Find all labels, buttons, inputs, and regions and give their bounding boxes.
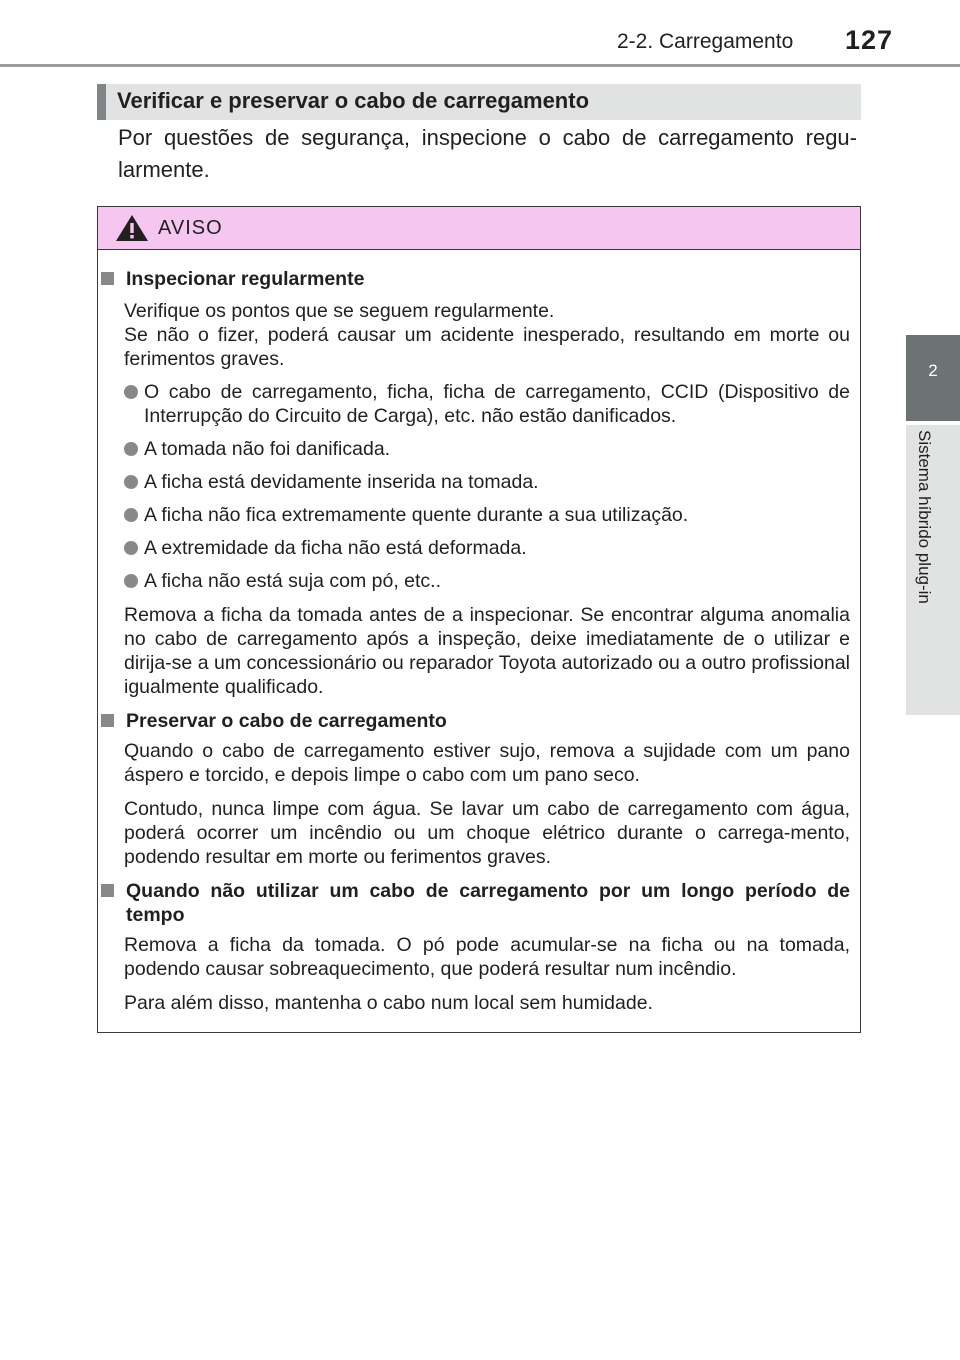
- header-divider: [0, 64, 960, 67]
- list-item: O cabo de carregamento, ficha, ficha de carregamento, CCID (Dispositivo de Interrupção do Circuito de Carga), etc. não estão danificados.: [98, 380, 850, 428]
- item-paragraph: Remova a ficha da tomada. O pó pode acumular-se na ficha ou na tomada, podendo causar sobreaquecimento, que poderá resultar num incêndio.: [124, 934, 850, 980]
- list-item: A ficha não está suja com pó, etc..: [98, 569, 850, 593]
- item-title: [98, 709, 850, 733]
- item-paragraph: Verifique os pontos que se seguem regularmente.: [124, 300, 555, 322]
- item-title-text: Inspecionar regularmente: [126, 268, 365, 290]
- item-paragraph: Contudo, nunca limpe com água. Se lavar um cabo de carregamento com água, poderá ocorrer um incêndio ou um choque elétrico durante o carrega-mento, podendo resultar em morte ou ferimentos graves.: [124, 798, 850, 868]
- chapter-label-tab: [906, 425, 960, 715]
- list-item: A extremidade da ficha não está deformada.: [98, 536, 850, 560]
- item-paragraph: Remova a ficha da tomada antes de a inspecionar. Se encontrar alguma anomalia no cabo de carregamento após a inspeção, deixe imediatamente de o utilizar e dirija-se a um concessionário ou reparador Toyota autorizado ou a outro profissional igualmente qualificado.: [124, 604, 850, 698]
- page-number: 127: [845, 25, 894, 55]
- circle-bullet-icon: [124, 385, 138, 399]
- chapter-number: 2: [928, 361, 938, 380]
- chapter-tab: [906, 335, 960, 421]
- warning-box: [97, 206, 861, 1033]
- intro-paragraph: Por questões de segurança, inspecione o cabo de carregamento regu-larmente.: [118, 125, 857, 182]
- item-paragraph: Se não o fizer, poderá causar um acidente inesperado, resultando em morte ou ferimentos graves.: [124, 324, 850, 370]
- chapter-label: Sistema híbrido plug-in: [915, 430, 934, 604]
- item-title-text: Quando não utilizar um cabo de carregamento por um longo período de tempo: [126, 880, 850, 926]
- section-heading-bar: [97, 84, 861, 120]
- square-bullet-icon: [101, 272, 114, 285]
- list-item: A ficha está devidamente inserida na tomada.: [98, 470, 850, 494]
- item-title: [98, 879, 850, 927]
- circle-bullet-icon: [124, 541, 138, 555]
- item-title: [98, 267, 850, 291]
- circle-bullet-icon: [124, 508, 138, 522]
- warning-header: [98, 207, 860, 250]
- section-title: Verificar e preservar o cabo de carregamento: [117, 88, 590, 113]
- header-section-title: 2-2. Carregamento: [617, 30, 794, 53]
- warning-label: AVISO: [158, 217, 223, 239]
- circle-bullet-icon: [124, 442, 138, 456]
- warning-triangle-icon: [115, 214, 149, 242]
- item-paragraph: Quando o cabo de carregamento estiver sujo, remova a sujidade com um pano áspero e torcido, e depois limpe o cabo com um pano seco.: [124, 740, 850, 786]
- circle-bullet-icon: [124, 574, 138, 588]
- item-paragraph: Para além disso, mantenha o cabo num local sem humidade.: [124, 992, 653, 1014]
- section-accent: [97, 84, 106, 120]
- square-bullet-icon: [101, 714, 114, 727]
- warning-body: [98, 249, 860, 1015]
- list-item: A tomada não foi danificada.: [98, 437, 850, 461]
- item-title-text: Preservar o cabo de carregamento: [126, 710, 447, 732]
- list-item: A ficha não fica extremamente quente durante a sua utilização.: [98, 503, 850, 527]
- circle-bullet-icon: [124, 475, 138, 489]
- square-bullet-icon: [101, 884, 114, 897]
